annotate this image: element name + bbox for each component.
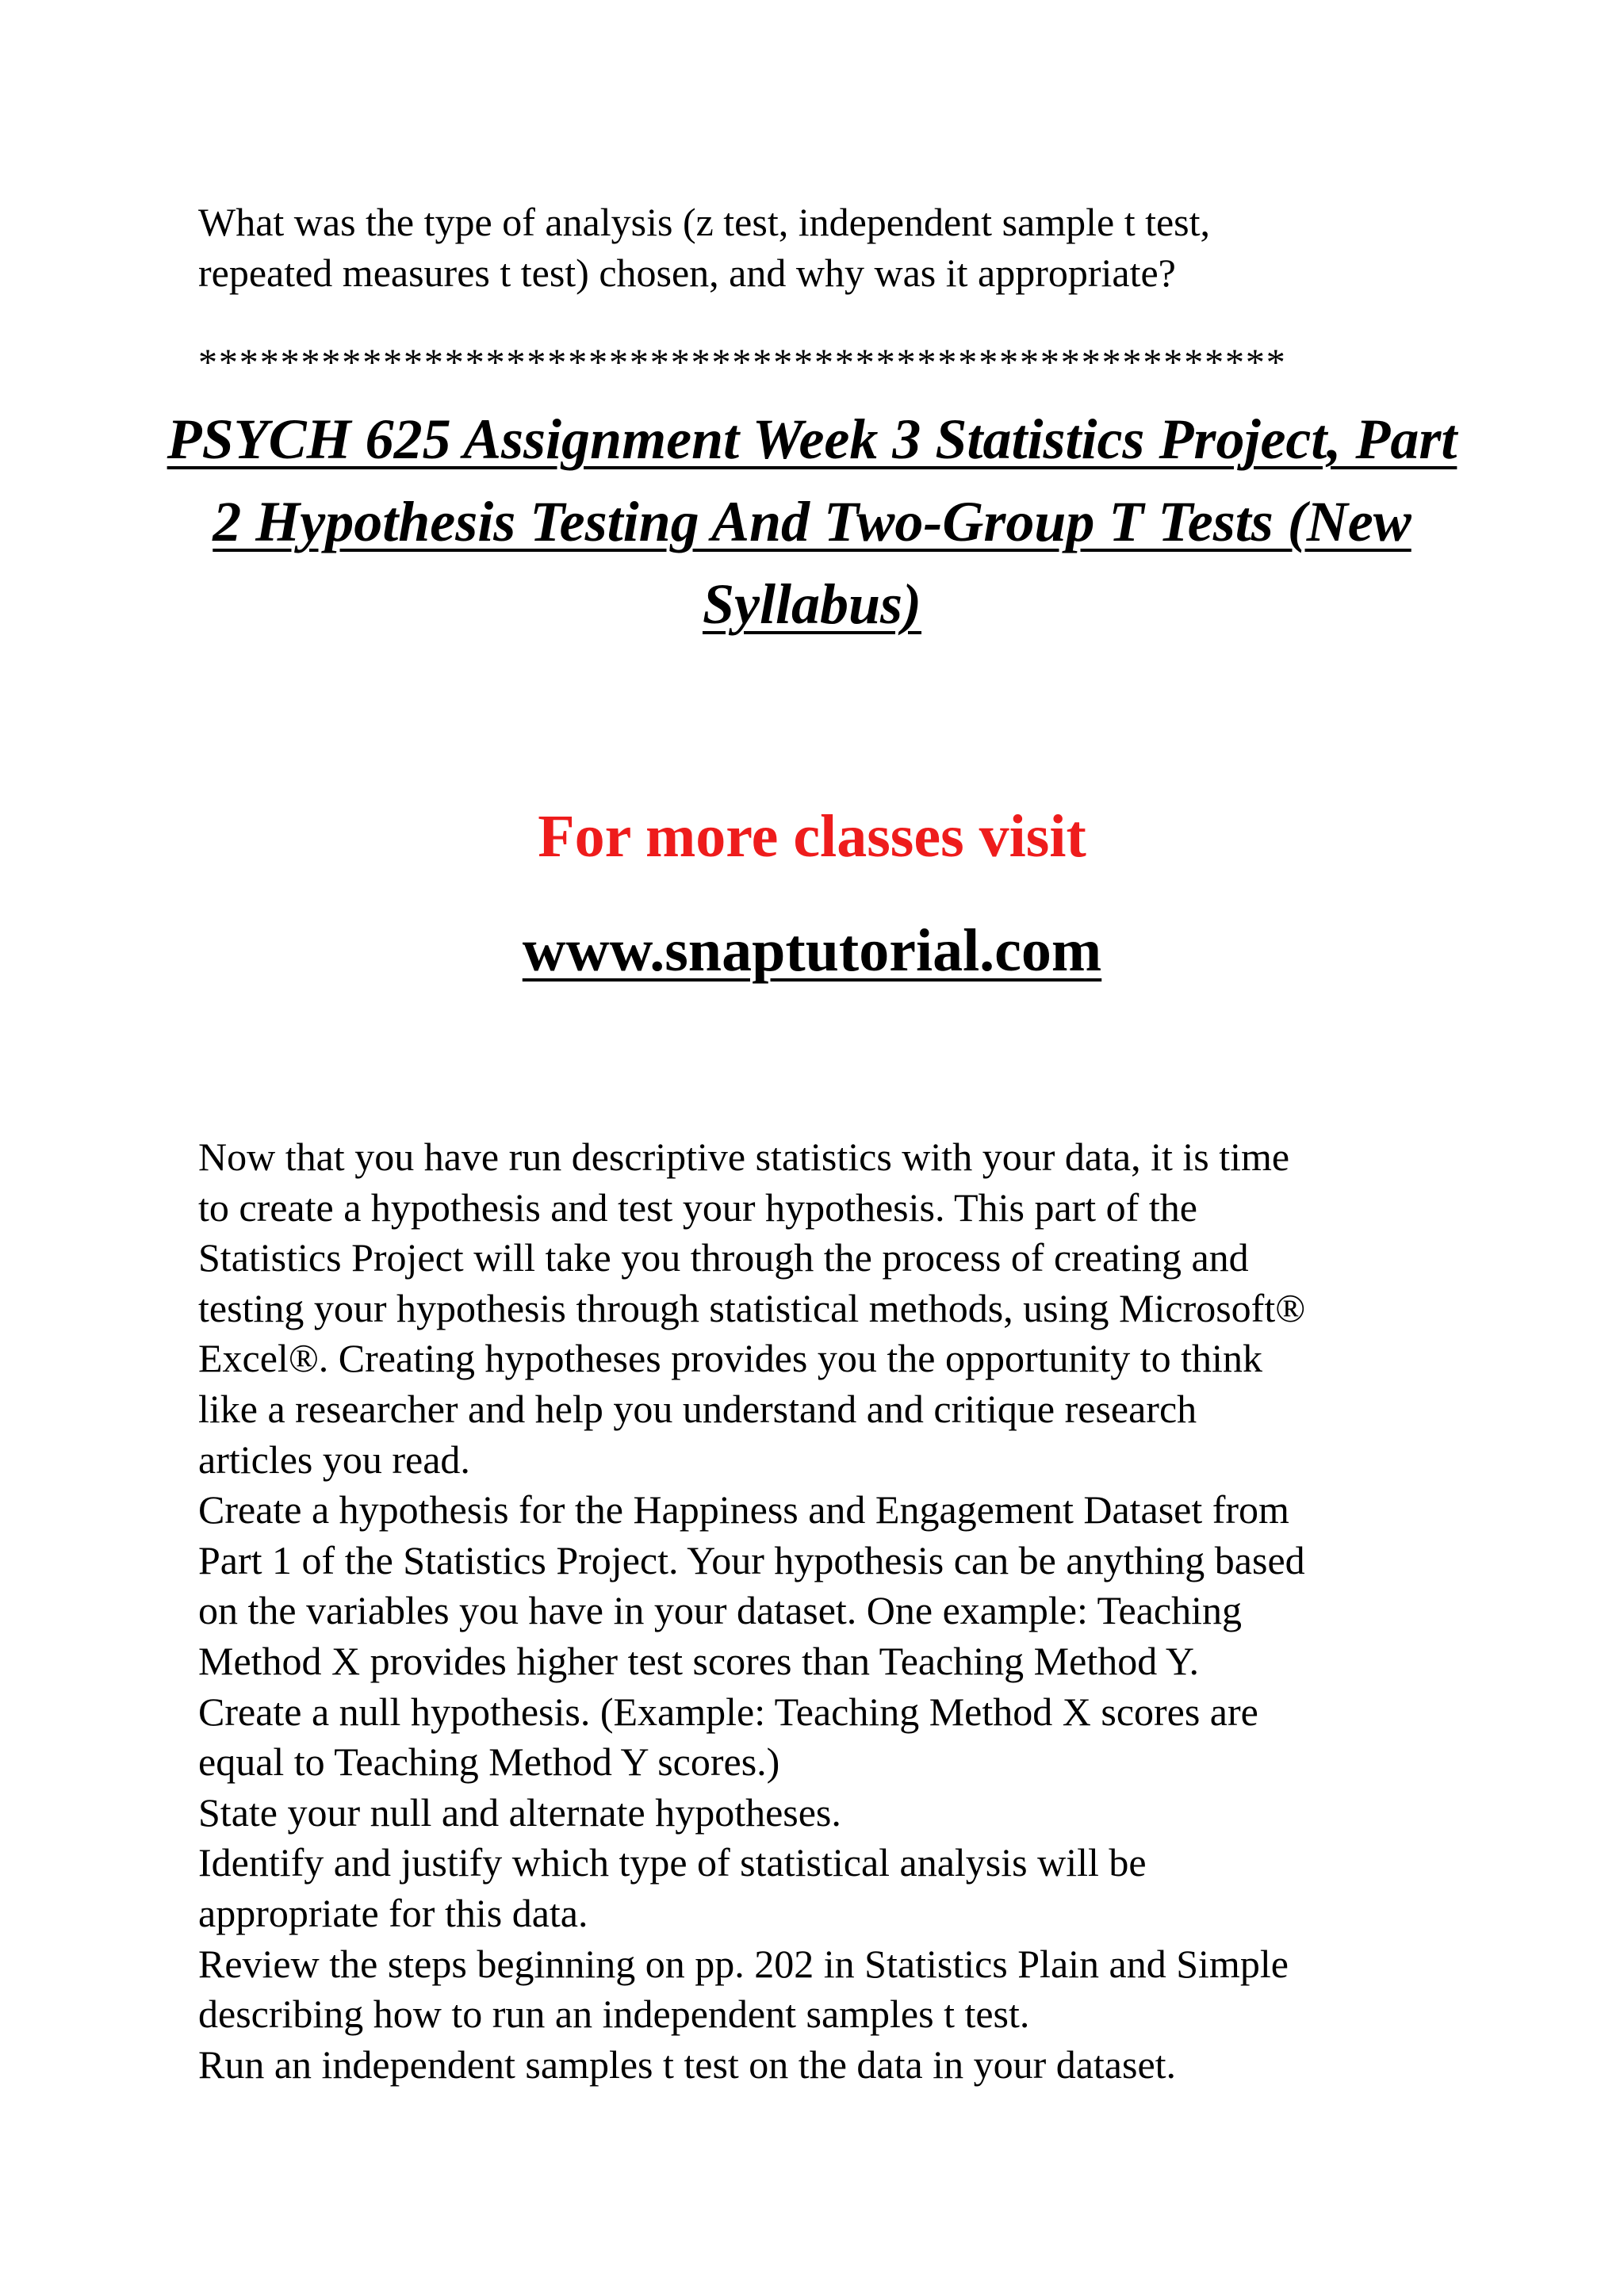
asterisk-separator: ***************************************************** xyxy=(198,342,1287,384)
body-text xyxy=(198,1132,1451,2090)
paragraph-null-hypothesis: Create a null hypothesis. (Example: Teaching Method X scores are equal to Teaching Method Y scores.) xyxy=(198,1689,1258,1785)
website-link[interactable]: www.snaptutorial.com xyxy=(522,917,1102,984)
promo-text: For more classes visit xyxy=(538,803,1086,870)
paragraph-state-hypotheses: State your null and alternate hypotheses. xyxy=(198,1789,841,1835)
paragraph-identify-analysis: Identify and justify which type of statistical analysis will be appropriate for this data. xyxy=(198,1840,1147,1935)
paragraph-intro: Now that you have run descriptive statistics with your data, it is time to create a hypothesis and test your hypothesis. This part of the Statistics Project will take you through the process of creating and testing your hypothesis through statistical methods, using Microsoft® Excel®. Creating hypotheses provides you the opportunity to think like a researcher and help you understand and critique research articles you read. xyxy=(198,1135,1306,1482)
paragraph-create-hypothesis: Create a hypothesis for the Happiness and Engagement Dataset from Part 1 of the Statistics Project. Your hypothesis can be anything based on the variables you have in your dataset. One example: Teaching Method X provides higher test scores than Teaching Method Y. xyxy=(198,1487,1305,1683)
paragraph-run-test: Run an independent samples t test on the data in your dataset. xyxy=(198,2042,1177,2087)
intro-question: What was the type of analysis (z test, independent sample t test, repeated measures t test) chosen, and why was it appropriate? xyxy=(198,200,1211,295)
document-title: PSYCH 625 Assignment Week 3 Statistics Project, Part 2 Hypothesis Testing And Two-Group T Tests (New Syllabus) xyxy=(167,408,1457,636)
paragraph-review-steps: Review the steps beginning on pp. 202 in Statistics Plain and Simple describing how to run an independent samples t test. xyxy=(198,1941,1289,2037)
